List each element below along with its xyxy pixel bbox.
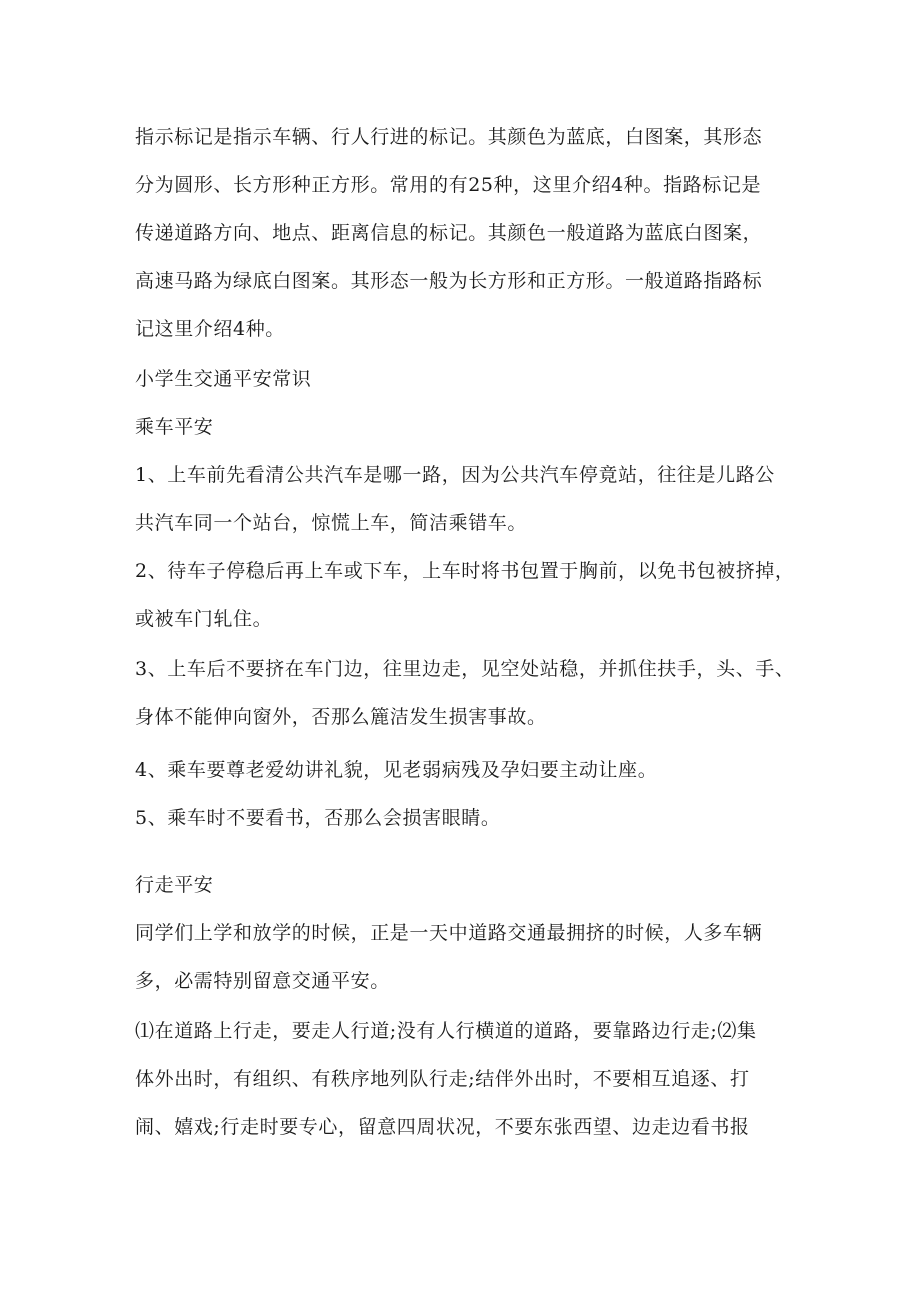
paragraph-line: 多，必需特别留意交通平安。 [135, 970, 390, 992]
section-heading: 小学生交通平安常识 [135, 368, 312, 390]
paragraph-line: 分为圆形、长方形种正方形。常用的有25种，这里介绍4种。指路标记是 [135, 174, 762, 196]
list-item-line: 2、待车子停稳后再上车或下车，上车时将书包置于胸前，以免书包被挤掉， [135, 560, 795, 582]
list-item-line: 身体不能伸向窗外，否那么簏洁发生损害事故。 [135, 706, 547, 728]
list-item-line: 4、乘车要尊老爱幼讲礼貌，见老弱病残及孕妇要主动让座。 [135, 759, 658, 781]
paragraph-line: 记这里介绍4种。 [135, 318, 285, 340]
list-item-line: 共汽车同一个站台，惊慌上车，简洁乘错车。 [135, 512, 528, 534]
paragraph-line: 同学们上学和放学的时候，正是一天中道路交通最拥挤的时候，人多车辆 [135, 922, 763, 944]
paragraph-line: ⑴在道路上行走，要走人行道;没有人行横道的道路，要靠路边行走;⑵集 [135, 1020, 757, 1042]
list-item-line: 5、乘车时不要看书，否那么会损害眼睛。 [135, 807, 501, 829]
paragraph-line: 闹、嬉戏;行走时要专心，留意四周状况，不要东张西望、边走边看书报 [135, 1116, 750, 1138]
paragraph-line: 传递道路方向、地点、距离信息的标记。其颜色一般道路为蓝底白图案， [135, 222, 763, 244]
subsection-heading: 行走平安 [135, 874, 214, 896]
paragraph-line: 指示标记是指示车辆、行人行进的标记。其颜色为蓝底，白图案，其形态 [135, 126, 763, 148]
list-item-line: 3、上车后不要挤在车门边，往里边走，见空处站稳，并抓住扶手，头、手、 [135, 658, 795, 680]
list-item-line: 1、上车前先看清公共汽车是哪一路，因为公共汽车停竟站，往往是儿路公 [135, 464, 775, 486]
paragraph-line: 体外出时，有组织、有秩序地列队行走;结伴外出时，不要相互追逐、打 [135, 1068, 750, 1090]
paragraph-line: 高速马路为绿底白图案。其形态一般为长方形和正方形。一般道路指路标 [135, 270, 763, 292]
subsection-heading: 乘车平安 [135, 416, 214, 438]
list-item-line: 或被车门轧住。 [135, 608, 273, 630]
